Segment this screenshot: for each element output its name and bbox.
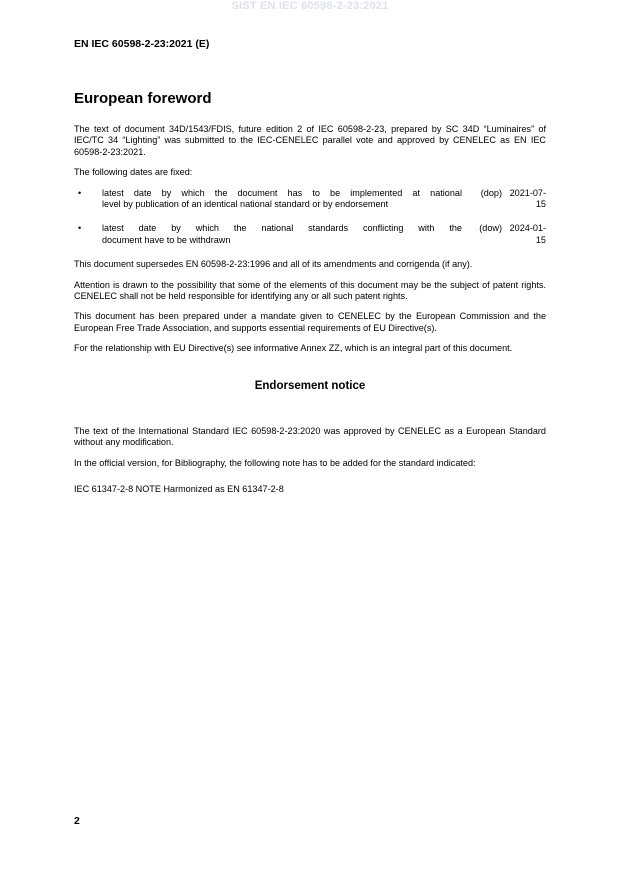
foreword-intro: The text of document 34D/1543/FDIS, future edition 2 of IEC 60598-2-23, prepared by SC 34D “Luminaires” of IEC/TC 34 “Lighting” was submitted to the IEC-CENELEC parallel vote and approved by CENELEC as EN IEC 60598-2-23:2021. (74, 124, 546, 157)
endorsement-text: The text of the International Standard IEC 60598-2-23:2020 was approved by CENELEC as a European Standard without any modification. (74, 425, 546, 448)
dates-list (74, 188, 546, 247)
mandate-paragraph: This document has been prepared under a mandate given to CENELEC by the European Commission and the European Free Trade Association, and supports essential requirements of EU Directive(s). (74, 311, 546, 333)
date-item-dop (74, 188, 546, 211)
endorsement-title: Endorsement notice (254, 379, 366, 392)
page-content (74, 90, 546, 504)
date-abbreviation: (dow) (479, 223, 502, 234)
date-description-line1: latest date by which the document has to be implemented at national (102, 187, 462, 198)
bullet-icon: • (78, 187, 82, 198)
bullet-icon: • (78, 223, 82, 234)
date-description-line1: latest date by which the national standards conflicting with the (102, 223, 462, 234)
date-value: 2021-07-15 (509, 187, 546, 210)
date-abbreviation: (dop) (480, 187, 502, 198)
foreword-title: European foreword (74, 90, 212, 107)
dates-intro: The following dates are fixed: (74, 167, 193, 178)
bibliography-note: In the official version, for Bibliography, the following note has to be added for the standard indicated: (74, 457, 476, 468)
harmonized-note: IEC 61347-2-8 NOTE Harmonized as EN 61347-2-8 (74, 483, 284, 494)
date-value: 2024-01-15 (509, 223, 546, 245)
supersedes-paragraph: This document supersedes EN 60598-2-23:1996 and all of its amendments and corrigenda (if any). (74, 259, 473, 270)
date-description-line2: document have to be withdrawn (102, 234, 231, 245)
watermark: SIST EN IEC 60598-2-23:2021 (231, 0, 389, 12)
document-id-header: EN IEC 60598-2-23:2021 (E) (74, 38, 210, 50)
date-description (102, 188, 462, 211)
patent-paragraph: Attention is drawn to the possibility that some of the elements of this document may be the subject of patent rights. CENELEC shall not be held responsible for identifying any or all such patent rights. (74, 279, 546, 302)
date-description (102, 223, 462, 246)
relationship-paragraph: For the relationship with EU Directive(s) see informative Annex ZZ, which is an integral part of this document. (74, 343, 513, 354)
date-description-line2: level by publication of an identical national standard or by endorsement (102, 199, 389, 210)
page-number: 2 (74, 815, 80, 827)
date-item-dow (74, 223, 546, 246)
